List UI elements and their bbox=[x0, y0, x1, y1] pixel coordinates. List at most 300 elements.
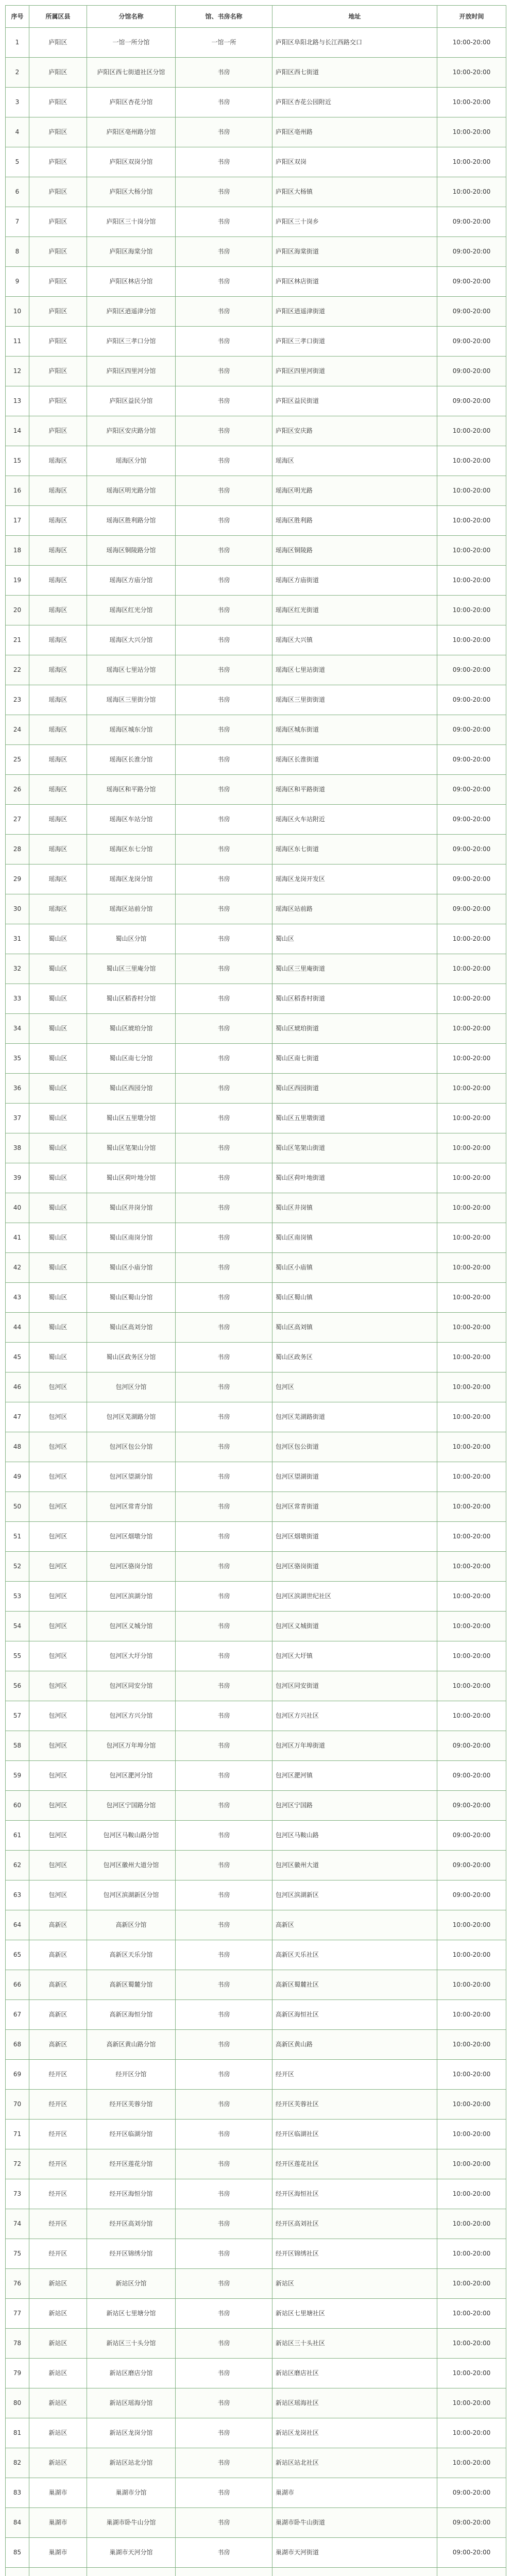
table-row bbox=[6, 1402, 506, 1432]
cell-branch-name: 经开区临湖分馆 bbox=[87, 2120, 176, 2149]
table-row bbox=[6, 2090, 506, 2120]
cell-district: 经开区 bbox=[29, 2090, 87, 2120]
col-header-type: 馆、书房名称 bbox=[176, 6, 272, 28]
cell-district: 包河区 bbox=[29, 1582, 87, 1612]
table-row bbox=[6, 536, 506, 566]
cell-branch-name: 蜀山区分馆 bbox=[87, 924, 176, 954]
cell-index: 66 bbox=[6, 1970, 29, 2000]
cell-index: 76 bbox=[6, 2269, 29, 2299]
cell-branch-name: 瑶海区方庙分馆 bbox=[87, 566, 176, 596]
cell-hours: 09:00-20:00 bbox=[437, 894, 506, 924]
cell-index: 85 bbox=[6, 2538, 29, 2568]
table-row bbox=[6, 1492, 506, 1522]
cell-index: 9 bbox=[6, 267, 29, 297]
cell-address: 庐阳区亳州路 bbox=[272, 117, 437, 147]
cell-venue-name: 书房 bbox=[176, 327, 272, 357]
table-row bbox=[6, 984, 506, 1014]
cell-address bbox=[272, 2568, 437, 2576]
table-row bbox=[6, 715, 506, 745]
cell-index: 55 bbox=[6, 1641, 29, 1671]
cell-district: 新站区 bbox=[29, 2269, 87, 2299]
cell-district: 新站区 bbox=[29, 2418, 87, 2448]
table-row bbox=[6, 775, 506, 805]
cell-venue-name: 书房 bbox=[176, 1193, 272, 1223]
cell-venue-name: 书房 bbox=[176, 357, 272, 386]
cell-branch-name: 蜀山区蜀山分馆 bbox=[87, 1283, 176, 1313]
cell-index: 32 bbox=[6, 954, 29, 984]
cell-venue-name: 书房 bbox=[176, 2388, 272, 2418]
cell-venue-name: 一馆一所 bbox=[176, 28, 272, 58]
cell-hours: 09:00-20:00 bbox=[437, 2508, 506, 2538]
cell-hours: 10:00-20:00 bbox=[437, 147, 506, 177]
cell-branch-name: 包河区大圩分馆 bbox=[87, 1641, 176, 1671]
cell-branch-name: 包河区包公分馆 bbox=[87, 1432, 176, 1462]
cell-venue-name: 书房 bbox=[176, 1552, 272, 1582]
cell-venue-name: 书房 bbox=[176, 715, 272, 745]
table-row bbox=[6, 835, 506, 865]
cell-branch-name: 庐阳区益民分馆 bbox=[87, 386, 176, 416]
table-row bbox=[6, 2478, 506, 2508]
cell-venue-name: 书房 bbox=[176, 1133, 272, 1163]
cell-district: 包河区 bbox=[29, 1492, 87, 1522]
branch-table bbox=[5, 5, 506, 2576]
cell-venue-name: 书房 bbox=[176, 2299, 272, 2329]
cell-hours: 10:00-20:00 bbox=[437, 88, 506, 117]
table-row bbox=[6, 2388, 506, 2418]
cell-index: 39 bbox=[6, 1163, 29, 1193]
cell-district: 庐阳区 bbox=[29, 267, 87, 297]
cell-branch-name: 蜀山区井岗分馆 bbox=[87, 1193, 176, 1223]
cell-district: 新站区 bbox=[29, 2388, 87, 2418]
cell-district: 经开区 bbox=[29, 2149, 87, 2179]
cell-hours: 09:00-20:00 bbox=[437, 1851, 506, 1880]
cell-venue-name: 书房 bbox=[176, 2179, 272, 2209]
cell-address: 瑶海区站前路 bbox=[272, 894, 437, 924]
cell-branch-name: 庐阳区四里河分馆 bbox=[87, 357, 176, 386]
cell-branch-name: 高新区黄山路分馆 bbox=[87, 2030, 176, 2060]
cell-hours: 10:00-20:00 bbox=[437, 1522, 506, 1552]
cell-branch-name: 庐阳区三十岗分馆 bbox=[87, 207, 176, 237]
table-row bbox=[6, 1731, 506, 1761]
cell-district: 蜀山区 bbox=[29, 1343, 87, 1372]
table-row bbox=[6, 2299, 506, 2329]
table-row bbox=[6, 117, 506, 147]
cell-index: 44 bbox=[6, 1313, 29, 1343]
cell-address: 高新区海恒社区 bbox=[272, 2000, 437, 2030]
cell-district: 新站区 bbox=[29, 2359, 87, 2388]
cell-branch-name: 经开区高刘分馆 bbox=[87, 2209, 176, 2239]
cell-venue-name: 书房 bbox=[176, 685, 272, 715]
cell-branch-name: 瑶海区站前分馆 bbox=[87, 894, 176, 924]
cell-index: 27 bbox=[6, 805, 29, 835]
cell-venue-name: 书房 bbox=[176, 1104, 272, 1133]
cell-index: 16 bbox=[6, 476, 29, 506]
cell-hours: 10:00-20:00 bbox=[437, 1253, 506, 1283]
cell-hours: 10:00-20:00 bbox=[437, 1432, 506, 1462]
table-row bbox=[6, 894, 506, 924]
cell-address: 经开区莲花社区 bbox=[272, 2149, 437, 2179]
cell-venue-name: 书房 bbox=[176, 1731, 272, 1761]
table-row bbox=[6, 1432, 506, 1462]
table-row bbox=[6, 924, 506, 954]
cell-venue-name: 书房 bbox=[176, 177, 272, 207]
cell-branch-name: 瑶海区城东分馆 bbox=[87, 715, 176, 745]
cell-index: 68 bbox=[6, 2030, 29, 2060]
cell-hours: 10:00-20:00 bbox=[437, 1133, 506, 1163]
cell-branch-name: 瑶海区长淮分馆 bbox=[87, 745, 176, 775]
cell-index: 4 bbox=[6, 117, 29, 147]
table-row bbox=[6, 147, 506, 177]
cell-district: 瑶海区 bbox=[29, 865, 87, 894]
cell-hours: 10:00-20:00 bbox=[437, 625, 506, 655]
cell-address: 蜀山区稻香村街道 bbox=[272, 984, 437, 1014]
cell-branch-name: 包河区方兴分馆 bbox=[87, 1701, 176, 1731]
cell-hours: 10:00-20:00 bbox=[437, 536, 506, 566]
table-row bbox=[6, 237, 506, 267]
cell-venue-name: 书房 bbox=[176, 1582, 272, 1612]
cell-branch-name: 一馆一所分馆 bbox=[87, 28, 176, 58]
cell-district: 蜀山区 bbox=[29, 1253, 87, 1283]
cell-venue-name: 书房 bbox=[176, 1462, 272, 1492]
table-row bbox=[6, 1880, 506, 1910]
cell-venue-name: 书房 bbox=[176, 58, 272, 88]
cell-address: 蜀山区蜀山镇 bbox=[272, 1283, 437, 1313]
cell-hours: 10:00-20:00 bbox=[437, 1970, 506, 2000]
cell-hours: 09:00-20:00 bbox=[437, 715, 506, 745]
cell-hours: 10:00-20:00 bbox=[437, 2179, 506, 2209]
table-row bbox=[6, 2209, 506, 2239]
cell-hours: 10:00-20:00 bbox=[437, 2448, 506, 2478]
cell-index: 73 bbox=[6, 2179, 29, 2209]
table-row bbox=[6, 506, 506, 536]
cell-branch-name: 包河区芜湖路分馆 bbox=[87, 1402, 176, 1432]
table-header-row bbox=[6, 6, 506, 28]
cell-address: 包河区宁国路 bbox=[272, 1791, 437, 1821]
cell-address: 包河区包公街道 bbox=[272, 1432, 437, 1462]
table-row bbox=[6, 1163, 506, 1193]
cell-branch-name: 包河区宁国路分馆 bbox=[87, 1791, 176, 1821]
cell-hours: 09:00-20:00 bbox=[437, 2538, 506, 2568]
cell-venue-name: 书房 bbox=[176, 1163, 272, 1193]
cell-hours: 10:00-20:00 bbox=[437, 1014, 506, 1044]
cell-index: 42 bbox=[6, 1253, 29, 1283]
cell-address: 包河区同安街道 bbox=[272, 1671, 437, 1701]
cell-district: 瑶海区 bbox=[29, 894, 87, 924]
cell-address: 蜀山区笔架山街道 bbox=[272, 1133, 437, 1163]
cell-district: 庐阳区 bbox=[29, 177, 87, 207]
cell-address: 蜀山区五里墩街道 bbox=[272, 1104, 437, 1133]
cell-index: 84 bbox=[6, 2508, 29, 2538]
cell-district: 包河区 bbox=[29, 1641, 87, 1671]
cell-index: 25 bbox=[6, 745, 29, 775]
cell-address: 经开区锦绣社区 bbox=[272, 2239, 437, 2269]
cell-district: 庐阳区 bbox=[29, 58, 87, 88]
cell-address: 瑶海区大兴镇 bbox=[272, 625, 437, 655]
cell-hours: 10:00-20:00 bbox=[437, 1402, 506, 1432]
cell-address: 蜀山区三里庵街道 bbox=[272, 954, 437, 984]
table-row bbox=[6, 865, 506, 894]
table-row bbox=[6, 2418, 506, 2448]
cell-address: 瑶海区城东街道 bbox=[272, 715, 437, 745]
cell-hours: 10:00-20:00 bbox=[437, 954, 506, 984]
table-row bbox=[6, 416, 506, 446]
cell-address: 蜀山区荷叶地街道 bbox=[272, 1163, 437, 1193]
cell-hours: 10:00-20:00 bbox=[437, 1641, 506, 1671]
table-row bbox=[6, 596, 506, 625]
cell-hours: 10:00-20:00 bbox=[437, 1313, 506, 1343]
cell-index: 8 bbox=[6, 237, 29, 267]
cell-hours: 09:00-20:00 bbox=[437, 297, 506, 327]
cell-index: 10 bbox=[6, 297, 29, 327]
cell-venue-name: 书房 bbox=[176, 2090, 272, 2120]
cell-branch-name: 新站区三十头分馆 bbox=[87, 2329, 176, 2359]
cell-branch-name: 庐阳区林店分馆 bbox=[87, 267, 176, 297]
cell-index: 13 bbox=[6, 386, 29, 416]
cell-address: 包河区芜湖路街道 bbox=[272, 1402, 437, 1432]
cell-district: 庐阳区 bbox=[29, 88, 87, 117]
cell-index: 35 bbox=[6, 1044, 29, 1074]
cell-venue-name: 书房 bbox=[176, 1851, 272, 1880]
cell-address: 包河区滨湖世纪社区 bbox=[272, 1582, 437, 1612]
cell-index: 53 bbox=[6, 1582, 29, 1612]
cell-address: 瑶海区七里站街道 bbox=[272, 655, 437, 685]
table-row bbox=[6, 1462, 506, 1492]
cell-district: 庐阳区 bbox=[29, 297, 87, 327]
cell-branch-name: 巢湖市卧牛山分馆 bbox=[87, 2508, 176, 2538]
cell-hours: 09:00-20:00 bbox=[437, 1731, 506, 1761]
cell-address: 包河区义城街道 bbox=[272, 1612, 437, 1641]
cell-venue-name: 书房 bbox=[176, 267, 272, 297]
cell-address: 包河区骆岗街道 bbox=[272, 1552, 437, 1582]
cell-district: 瑶海区 bbox=[29, 745, 87, 775]
cell-district: 庐阳区 bbox=[29, 147, 87, 177]
cell-venue-name: 书房 bbox=[176, 1074, 272, 1104]
cell-branch-name: 包河区马鞍山路分馆 bbox=[87, 1821, 176, 1851]
cell-address: 巢湖市 bbox=[272, 2478, 437, 2508]
cell-address: 包河区常青街道 bbox=[272, 1492, 437, 1522]
cell-hours: 10:00-20:00 bbox=[437, 446, 506, 476]
cell-address: 巢湖市天河街道 bbox=[272, 2538, 437, 2568]
cell-venue-name: 书房 bbox=[176, 237, 272, 267]
table-row bbox=[6, 1104, 506, 1133]
cell-branch-name: 新站区龙岗分馆 bbox=[87, 2418, 176, 2448]
cell-venue-name: 书房 bbox=[176, 117, 272, 147]
cell-index: 31 bbox=[6, 924, 29, 954]
cell-hours: 09:00-20:00 bbox=[437, 386, 506, 416]
cell-district: 瑶海区 bbox=[29, 835, 87, 865]
cell-address: 庐阳区三孝口街道 bbox=[272, 327, 437, 357]
cell-venue-name: 书房 bbox=[176, 2359, 272, 2388]
cell-branch-name: 瑶海区明光路分馆 bbox=[87, 476, 176, 506]
cell-venue-name: 书房 bbox=[176, 1612, 272, 1641]
cell-district: 新站区 bbox=[29, 2448, 87, 2478]
cell-branch-name: 新站区分馆 bbox=[87, 2269, 176, 2299]
cell-index: 70 bbox=[6, 2090, 29, 2120]
cell-district: 庐阳区 bbox=[29, 28, 87, 58]
cell-index: 80 bbox=[6, 2388, 29, 2418]
table-body bbox=[6, 28, 506, 2576]
cell-venue-name: 书房 bbox=[176, 775, 272, 805]
cell-address: 蜀山区南七街道 bbox=[272, 1044, 437, 1074]
cell-district: 高新区 bbox=[29, 1910, 87, 1940]
cell-district: 包河区 bbox=[29, 1372, 87, 1402]
table-row bbox=[6, 566, 506, 596]
cell-branch-name: 包河区望湖分馆 bbox=[87, 1462, 176, 1492]
cell-hours: 09:00-20:00 bbox=[437, 865, 506, 894]
cell-address: 巢湖市卧牛山街道 bbox=[272, 2508, 437, 2538]
cell-venue-name: 书房 bbox=[176, 2209, 272, 2239]
cell-branch-name: 新站区磨店分馆 bbox=[87, 2359, 176, 2388]
table-row bbox=[6, 1193, 506, 1223]
cell-branch-name: 瑶海区胜利路分馆 bbox=[87, 506, 176, 536]
cell-district: 包河区 bbox=[29, 1761, 87, 1791]
cell-address: 包河区 bbox=[272, 1372, 437, 1402]
cell-hours: 10:00-20:00 bbox=[437, 984, 506, 1014]
cell-venue-name: 书房 bbox=[176, 2149, 272, 2179]
cell-hours: 09:00-20:00 bbox=[437, 775, 506, 805]
table-row bbox=[6, 2508, 506, 2538]
cell-index: 61 bbox=[6, 1821, 29, 1851]
table-row bbox=[6, 685, 506, 715]
cell-address: 新站区站北社区 bbox=[272, 2448, 437, 2478]
cell-hours: 10:00-20:00 bbox=[437, 1671, 506, 1701]
cell-venue-name: 书房 bbox=[176, 2418, 272, 2448]
table-row bbox=[6, 1343, 506, 1372]
cell-index: 37 bbox=[6, 1104, 29, 1133]
cell-index: 79 bbox=[6, 2359, 29, 2388]
table-row bbox=[6, 1283, 506, 1313]
cell-district: 瑶海区 bbox=[29, 506, 87, 536]
cell-branch-name: 经开区锦绣分馆 bbox=[87, 2239, 176, 2269]
cell-venue-name: 书房 bbox=[176, 596, 272, 625]
cell-index: 43 bbox=[6, 1283, 29, 1313]
cell-hours: 09:00-20:00 bbox=[437, 267, 506, 297]
cell-district: 蜀山区 bbox=[29, 1074, 87, 1104]
table-row bbox=[6, 88, 506, 117]
cell-venue-name: 书房 bbox=[176, 2269, 272, 2299]
cell-index: 64 bbox=[6, 1910, 29, 1940]
table-row bbox=[6, 207, 506, 237]
cell-district: 新站区 bbox=[29, 2299, 87, 2329]
cell-hours: 10:00-20:00 bbox=[437, 1462, 506, 1492]
cell-address: 蜀山区 bbox=[272, 924, 437, 954]
cell-venue-name: 书房 bbox=[176, 2120, 272, 2149]
table-row bbox=[6, 297, 506, 327]
cell-address: 蜀山区小庙镇 bbox=[272, 1253, 437, 1283]
table-row bbox=[6, 446, 506, 476]
cell-address: 蜀山区南岗镇 bbox=[272, 1223, 437, 1253]
cell-branch-name: 蜀山区南七分馆 bbox=[87, 1044, 176, 1074]
cell-hours: 10:00-20:00 bbox=[437, 2000, 506, 2030]
cell-address: 新站区 bbox=[272, 2269, 437, 2299]
table-row bbox=[6, 1014, 506, 1044]
cell-district: 蜀山区 bbox=[29, 1044, 87, 1074]
cell-hours: 10:00-20:00 bbox=[437, 1372, 506, 1402]
table-row bbox=[6, 1582, 506, 1612]
cell-hours: 10:00-20:00 bbox=[437, 2329, 506, 2359]
cell-index: 41 bbox=[6, 1223, 29, 1253]
cell-branch-name: 瑶海区红光分馆 bbox=[87, 596, 176, 625]
cell-branch-name: 瑶海区龙岗分馆 bbox=[87, 865, 176, 894]
cell-venue-name: 书房 bbox=[176, 1044, 272, 1074]
table-row bbox=[6, 1074, 506, 1104]
table-row bbox=[6, 1253, 506, 1283]
table-row bbox=[6, 1223, 506, 1253]
cell-address: 高新区天乐社区 bbox=[272, 1940, 437, 1970]
table-row bbox=[6, 2000, 506, 2030]
cell-index: 24 bbox=[6, 715, 29, 745]
cell-district: 蜀山区 bbox=[29, 1014, 87, 1044]
cell-venue-name: 书房 bbox=[176, 88, 272, 117]
cell-district: 瑶海区 bbox=[29, 685, 87, 715]
cell-venue-name: 书房 bbox=[176, 1014, 272, 1044]
cell-address: 瑶海区长淮街道 bbox=[272, 745, 437, 775]
cell-hours: 10:00-20:00 bbox=[437, 1701, 506, 1731]
cell-address: 瑶海区方庙街道 bbox=[272, 566, 437, 596]
cell-district: 高新区 bbox=[29, 2030, 87, 2060]
cell-address: 瑶海区 bbox=[272, 446, 437, 476]
cell-branch-name: 经开区芙蓉分馆 bbox=[87, 2090, 176, 2120]
cell-index: 18 bbox=[6, 536, 29, 566]
cell-venue-name: 书房 bbox=[176, 865, 272, 894]
cell-hours: 10:00-20:00 bbox=[437, 1163, 506, 1193]
table-row bbox=[6, 1522, 506, 1552]
cell-index: 33 bbox=[6, 984, 29, 1014]
cell-index: 48 bbox=[6, 1432, 29, 1462]
cell-branch-name: 瑶海区大兴分馆 bbox=[87, 625, 176, 655]
cell-address: 庐阳区林店街道 bbox=[272, 267, 437, 297]
cell-hours: 10:00-20:00 bbox=[437, 1582, 506, 1612]
cell-venue-name: 书房 bbox=[176, 655, 272, 685]
cell-venue-name: 书房 bbox=[176, 476, 272, 506]
cell-hours: 09:00-20:00 bbox=[437, 1880, 506, 1910]
cell-hours: 10:00-20:00 bbox=[437, 2149, 506, 2179]
cell-address: 经开区 bbox=[272, 2060, 437, 2090]
cell-venue-name: 书房 bbox=[176, 1223, 272, 1253]
cell-district: 包河区 bbox=[29, 1671, 87, 1701]
cell-venue-name: 书房 bbox=[176, 1432, 272, 1462]
cell-index: 12 bbox=[6, 357, 29, 386]
cell-hours: 10:00-20:00 bbox=[437, 1940, 506, 1970]
table-row bbox=[6, 1851, 506, 1880]
cell-district: 包河区 bbox=[29, 1880, 87, 1910]
cell-district: 高新区 bbox=[29, 2000, 87, 2030]
cell-address: 庐阳区海棠街道 bbox=[272, 237, 437, 267]
cell-branch-name bbox=[87, 2568, 176, 2576]
cell-district: 经开区 bbox=[29, 2060, 87, 2090]
cell-venue-name: 书房 bbox=[176, 1671, 272, 1701]
cell-hours: 10:00-20:00 bbox=[437, 2060, 506, 2090]
cell-hours: 10:00-20:00 bbox=[437, 2388, 506, 2418]
cell-index: 23 bbox=[6, 685, 29, 715]
col-header-branch: 分馆名称 bbox=[87, 6, 176, 28]
cell-index: 21 bbox=[6, 625, 29, 655]
cell-address: 包河区徽州大道 bbox=[272, 1851, 437, 1880]
table-row bbox=[6, 1910, 506, 1940]
cell-district: 包河区 bbox=[29, 1552, 87, 1582]
cell-address: 瑶海区火车站附近 bbox=[272, 805, 437, 835]
table-row bbox=[6, 805, 506, 835]
cell-district: 高新区 bbox=[29, 1940, 87, 1970]
cell-address: 蜀山区西园街道 bbox=[272, 1074, 437, 1104]
cell-district: 经开区 bbox=[29, 2179, 87, 2209]
cell-branch-name: 包河区分馆 bbox=[87, 1372, 176, 1402]
cell-hours: 10:00-20:00 bbox=[437, 416, 506, 446]
table-row bbox=[6, 267, 506, 297]
cell-district: 新站区 bbox=[29, 2329, 87, 2359]
cell-hours: 10:00-20:00 bbox=[437, 2299, 506, 2329]
cell-venue-name: 书房 bbox=[176, 566, 272, 596]
